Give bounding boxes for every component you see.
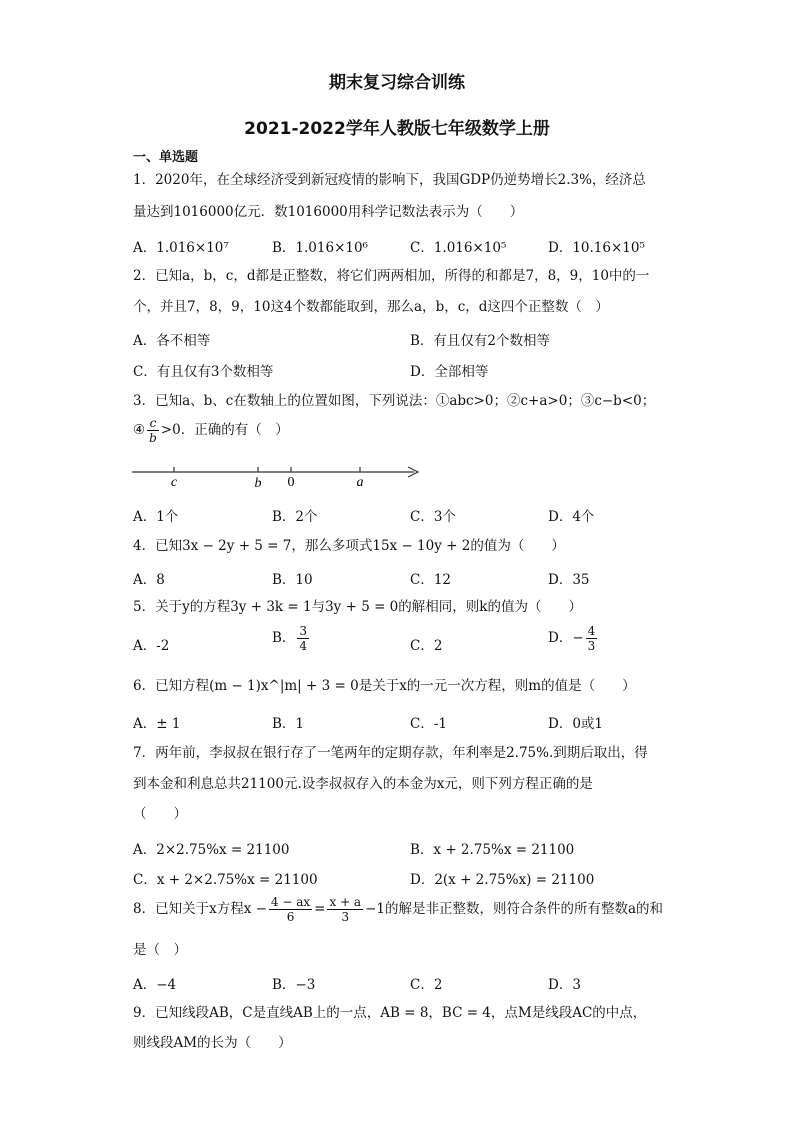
q6-option-d: D．0或1: [548, 716, 604, 732]
q4-option-b: B．10: [272, 572, 313, 588]
q8-f1-denominator: 6: [286, 910, 295, 924]
q3-line2-suffix: >0．正确的有（ ）: [160, 422, 289, 438]
q1-option-b: B．1.016×10⁶: [272, 240, 368, 256]
q5-d-denominator: 3: [587, 639, 596, 653]
q7-line3: （ ）: [133, 806, 187, 822]
label-c: c: [170, 475, 178, 490]
q6-option-a: A．± 1: [133, 716, 181, 732]
q3-line2: [133, 416, 289, 445]
q8-line2: 是（ ）: [133, 942, 187, 958]
q7-option-d: D．2(x + 2.75%x) = 21100: [410, 872, 595, 888]
label-zero: 0: [287, 475, 295, 490]
section-heading: 一、单选题: [133, 150, 199, 165]
q5-option-b: [272, 624, 311, 653]
q2-option-a: A．各不相等: [133, 333, 211, 349]
q4-option-a: A．8: [133, 572, 165, 588]
q9-line1: 9．已知线段AB，C是直线AB上的一点，AB = 8，BC = 4，点M是线段AC的中点，: [133, 1005, 647, 1021]
q6-line1: 6．已知方程(m − 1)x^|m| + 3 = 0是关于x的一元一次方程，则m的值是（ ）: [133, 678, 636, 694]
q8-line1-suffix: −1的解是非正整数，则符合条件的所有整数a的和: [365, 901, 664, 917]
q8-equals: =: [314, 901, 326, 917]
q8-option-d: D．3: [548, 977, 581, 993]
q6-option-c: C．-1: [410, 716, 447, 732]
q5-option-b-label: B．: [272, 630, 296, 646]
q3-option-d: D．4个: [548, 509, 595, 525]
q7-line2: 到本金和利息总共21100元.设李叔叔存入的本金为x元，则下列方程正确的是: [133, 776, 593, 792]
q6-option-b: B．1: [272, 716, 305, 732]
q2-option-c: C．有且仅有3个数相等: [133, 364, 274, 380]
q3-line1: 3．已知a、b、c在数轴上的位置如图，下列说法：①abc>0；②c+a>0；③c−b<0；: [133, 393, 656, 409]
q8-option-b: B．−3: [272, 977, 316, 993]
q5-option-c: C．2: [410, 638, 443, 654]
q4-option-c: C．12: [410, 572, 452, 588]
q8-f2-numerator: x + a: [329, 895, 362, 909]
q1-line1: 1．2020年，在全球经济受到新冠疫情的影响下，我国GDP仍逆势增长2.3%，经济总: [133, 172, 646, 188]
q7-option-b: B．x + 2.75%x = 21100: [410, 842, 575, 858]
q8-option-c: C．2: [410, 977, 443, 993]
q8-line1: [133, 895, 663, 924]
q2-line1: 2．已知a，b，c，d都是正整数，将它们两两相加，所得的和都是7，8，9，10中的一: [133, 268, 650, 284]
q2-option-b: B．有且仅有2个数相等: [410, 333, 551, 349]
q3-line2-prefix: ④: [133, 422, 146, 438]
q3-fraction: [147, 416, 159, 445]
q9-line2: 则线段AM的长为（ ）: [133, 1035, 292, 1051]
q8-fraction-2: [327, 895, 363, 924]
q8-line1-prefix: 8．已知关于x方程x −: [133, 901, 267, 917]
q5-option-d-fraction: [586, 624, 598, 653]
page-title: 期末复习综合训练: [329, 73, 465, 93]
q5-b-numerator: 3: [299, 624, 308, 638]
q5-option-a: A．-2: [133, 638, 170, 654]
q7-option-c: C．x + 2×2.75%x = 21100: [133, 872, 318, 888]
q4-line1: 4．已知3x − 2y + 5 = 7，那么多项式15x − 10y + 2的值为（ ）: [133, 538, 565, 554]
q7-option-a: A．2×2.75%x = 21100: [133, 842, 290, 858]
q1-option-d: D．10.16×10⁵: [548, 240, 645, 256]
number-line-figure: [130, 458, 430, 494]
q3-option-b: B．2个: [272, 509, 318, 525]
q2-line2: 个，并且7，8，9，10这4个数都能取到，那么a，b，c，d这四个正整数（ ）: [133, 299, 609, 315]
q8-option-a: A．−4: [133, 977, 177, 993]
label-a: a: [356, 475, 364, 490]
q5-line1: 5．关于y的方程3y + 3k = 1与3y + 5 = 0的解相同，则k的值为（ ）: [133, 599, 582, 615]
q1-option-c: C．1.016×10⁵: [410, 240, 507, 256]
q8-fraction-1: [269, 895, 312, 924]
q1-option-a: A．1.016×10⁷: [133, 240, 229, 256]
q5-option-d: [548, 624, 599, 653]
q3-fraction-denominator: b: [149, 431, 157, 445]
q8-f2-denominator: 3: [341, 910, 350, 924]
q3-option-a: A．1个: [133, 509, 179, 525]
q3-option-c: C．3个: [410, 509, 456, 525]
q5-option-b-fraction: [297, 624, 309, 653]
q7-line1: 7．两年前，李叔叔在银行存了一笔两年的定期存款，年利率是2.75%.到期后取出，得: [133, 745, 648, 761]
page-subtitle: 2021-2022学年人教版七年级数学上册: [244, 119, 550, 139]
q5-d-numerator: 4: [587, 624, 596, 638]
q4-option-d: D．35: [548, 572, 590, 588]
q3-fraction-numerator: c: [147, 416, 159, 431]
q5-b-denominator: 4: [299, 639, 308, 653]
q5-option-d-label: D．−: [548, 630, 584, 646]
label-b: b: [254, 476, 262, 491]
q1-line2: 量达到1016000亿元．数1016000用科学记数法表示为（ ）: [133, 204, 524, 220]
q2-option-d: D．全部相等: [410, 364, 489, 380]
q8-f1-numerator: 4 − ax: [270, 895, 311, 909]
